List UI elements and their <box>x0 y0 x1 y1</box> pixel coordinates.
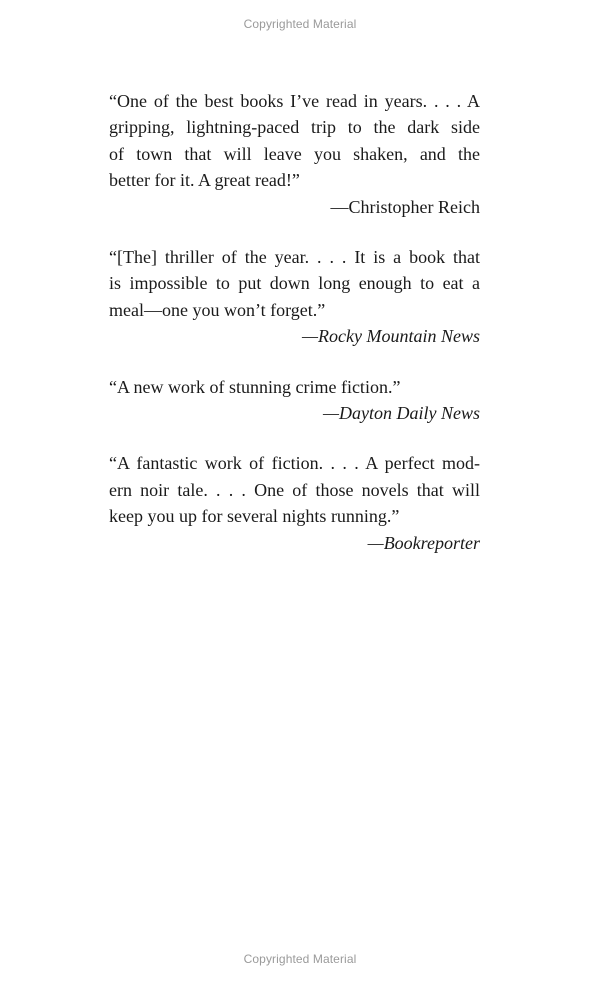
praise-blurbs <box>109 88 480 580</box>
quote-line: meal—one you won’t forget.” <box>109 299 326 320</box>
blurb-attribution <box>109 194 480 220</box>
blurb-christopher-reich <box>109 88 480 220</box>
quote-line: “One of the best books I’ve read in years. . . . A <box>109 91 480 111</box>
copyright-watermark-top: Copyrighted Material <box>243 17 357 31</box>
attribution-source: Christopher Reich <box>348 196 480 217</box>
attribution-dash: — <box>322 403 339 424</box>
quote-line: “[The] thriller of the year. . . . It is a book that <box>109 247 480 268</box>
quote-line: “A new work of stunning crime fiction.” <box>109 376 401 397</box>
attribution-dash: — <box>367 532 384 553</box>
blurb-attribution <box>109 400 480 426</box>
blurb-rocky-mountain-news <box>109 244 480 350</box>
quote-line: ern noir tale. . . . One of those novels that will <box>109 479 480 500</box>
blurb-quote <box>109 450 480 529</box>
quote-line: keep you up for several nights running.” <box>109 506 400 527</box>
quote-line: better for it. A great read!” <box>109 170 300 191</box>
quote-line: is impossible to put down long enough to eat a <box>109 273 480 294</box>
quote-line: of town that will leave you shaken, and the <box>109 143 480 164</box>
attribution-source: Dayton Daily News <box>339 403 480 424</box>
quote-line: “A fantastic work of fiction. . . . A perfect mod- <box>109 453 480 474</box>
blurb-dayton-daily-news <box>109 374 480 427</box>
blurb-quote <box>109 374 480 400</box>
blurb-attribution <box>109 323 480 349</box>
attribution-source: Rocky Mountain News <box>318 326 480 347</box>
attribution-dash: — <box>302 326 319 347</box>
blurb-attribution <box>109 530 480 556</box>
copyright-watermark-bottom: Copyrighted Material <box>243 952 357 966</box>
quote-line: gripping, lightning-paced trip to the dark side <box>109 117 480 138</box>
blurb-bookreporter <box>109 450 480 556</box>
blurb-quote <box>109 88 480 194</box>
attribution-dash: — <box>330 196 349 217</box>
attribution-source: Bookreporter <box>383 532 480 553</box>
blurb-quote <box>109 244 480 323</box>
